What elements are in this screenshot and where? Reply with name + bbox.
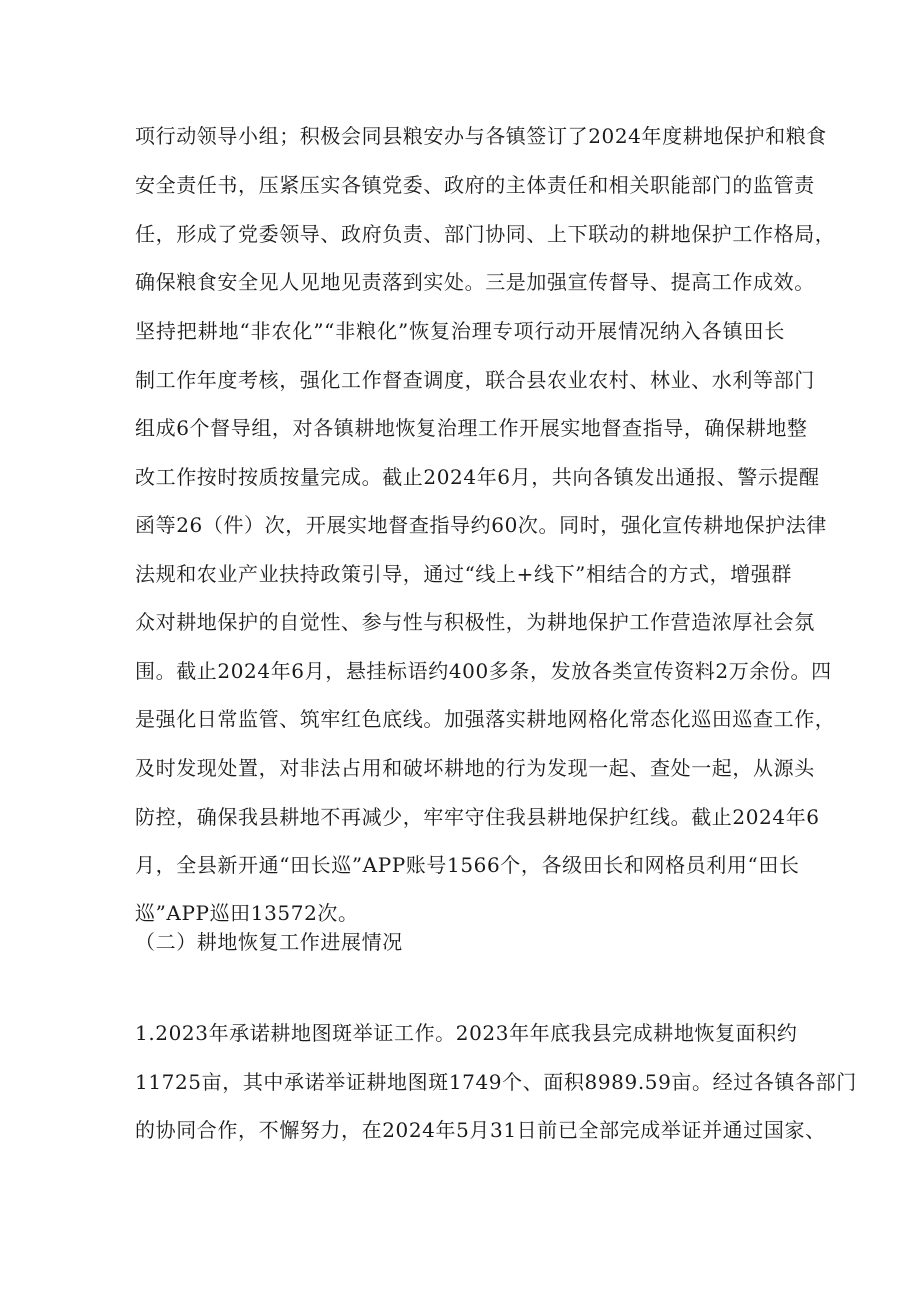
- paragraph-line: 及时发现处置，对非法占用和破坏耕地的行为发现一起、查处一起，从源头: [135, 756, 815, 780]
- paragraph-line: 围。截止2024年6月，悬挂标语约400多条，发放各类宣传资料2万余份。四: [135, 659, 832, 683]
- paragraph-line: 项行动领导小组；积极会同县粮安办与各镇签订了2024年度耕地保护和粮食: [135, 124, 827, 148]
- paragraph-line: 11725亩，其中承诺举证耕地图斑1749个、面积8989.59亩。经过各镇各部门: [135, 1070, 857, 1094]
- paragraph-line: 安全责任书，压紧压实各镇党委、政府的主体责任和相关职能部门的监管责: [135, 173, 815, 197]
- paragraph-line: 任，形成了党委领导、政府负责、部门协同、上下联动的耕地保护工作格局，: [135, 222, 836, 246]
- paragraph-line: 制工作年度考核，强化工作督查调度，联合县农业农村、林业、水利等部门: [135, 368, 815, 392]
- section-heading: （二）耕地恢复工作进展情况: [135, 930, 403, 954]
- paragraph-line: 组成6个督导组，对各镇耕地恢复治理工作开展实地督查指导，确保耕地整: [135, 416, 808, 440]
- paragraph-line: 改工作按时按质按量完成。截止2024年6月，共向各镇发出通报、警示提醒: [135, 465, 820, 489]
- paragraph-line: 月，全县新开通“田长巡”APP账号1566个，各级田长和网格员利用“田长: [135, 853, 800, 877]
- paragraph-line: 的协同合作，不懈努力，在2024年5月31日前已全部完成举证并通过国家、: [135, 1118, 826, 1142]
- paragraph-line: 防控，确保我县耕地不再减少，牢牢守住我县耕地保护红线。截止2024年6: [135, 805, 820, 829]
- paragraph-line: 函等26（件）次，开展实地督查指导约60次。同时，强化宣传耕地保护法律: [135, 513, 827, 537]
- paragraph-line-last: 巡”APP巡田13572次。: [135, 901, 359, 925]
- paragraph-line: 确保粮食安全见人见地见责落到实处。三是加强宣传督导、提高工作成效。: [135, 270, 815, 294]
- paragraph-line: 众对耕地保护的自觉性、参与性与积极性，为耕地保护工作营造浓厚社会氛: [135, 610, 815, 634]
- paragraph-line: 是强化日常监管、筑牢红色底线。加强落实耕地网格化常态化巡田巡查工作，: [135, 707, 836, 731]
- paragraph-line: 1.2023年承诺耕地图斑举证工作。2023年年底我县完成耕地恢复面积约: [135, 1021, 798, 1045]
- paragraph-line: 法规和农业产业扶持政策引导，通过“线上+线下”相结合的方式，增强群: [135, 562, 793, 586]
- paragraph-line: 坚持把耕地“非农化”“非粮化”恢复治理专项行动开展情况纳入各镇田长: [135, 319, 785, 343]
